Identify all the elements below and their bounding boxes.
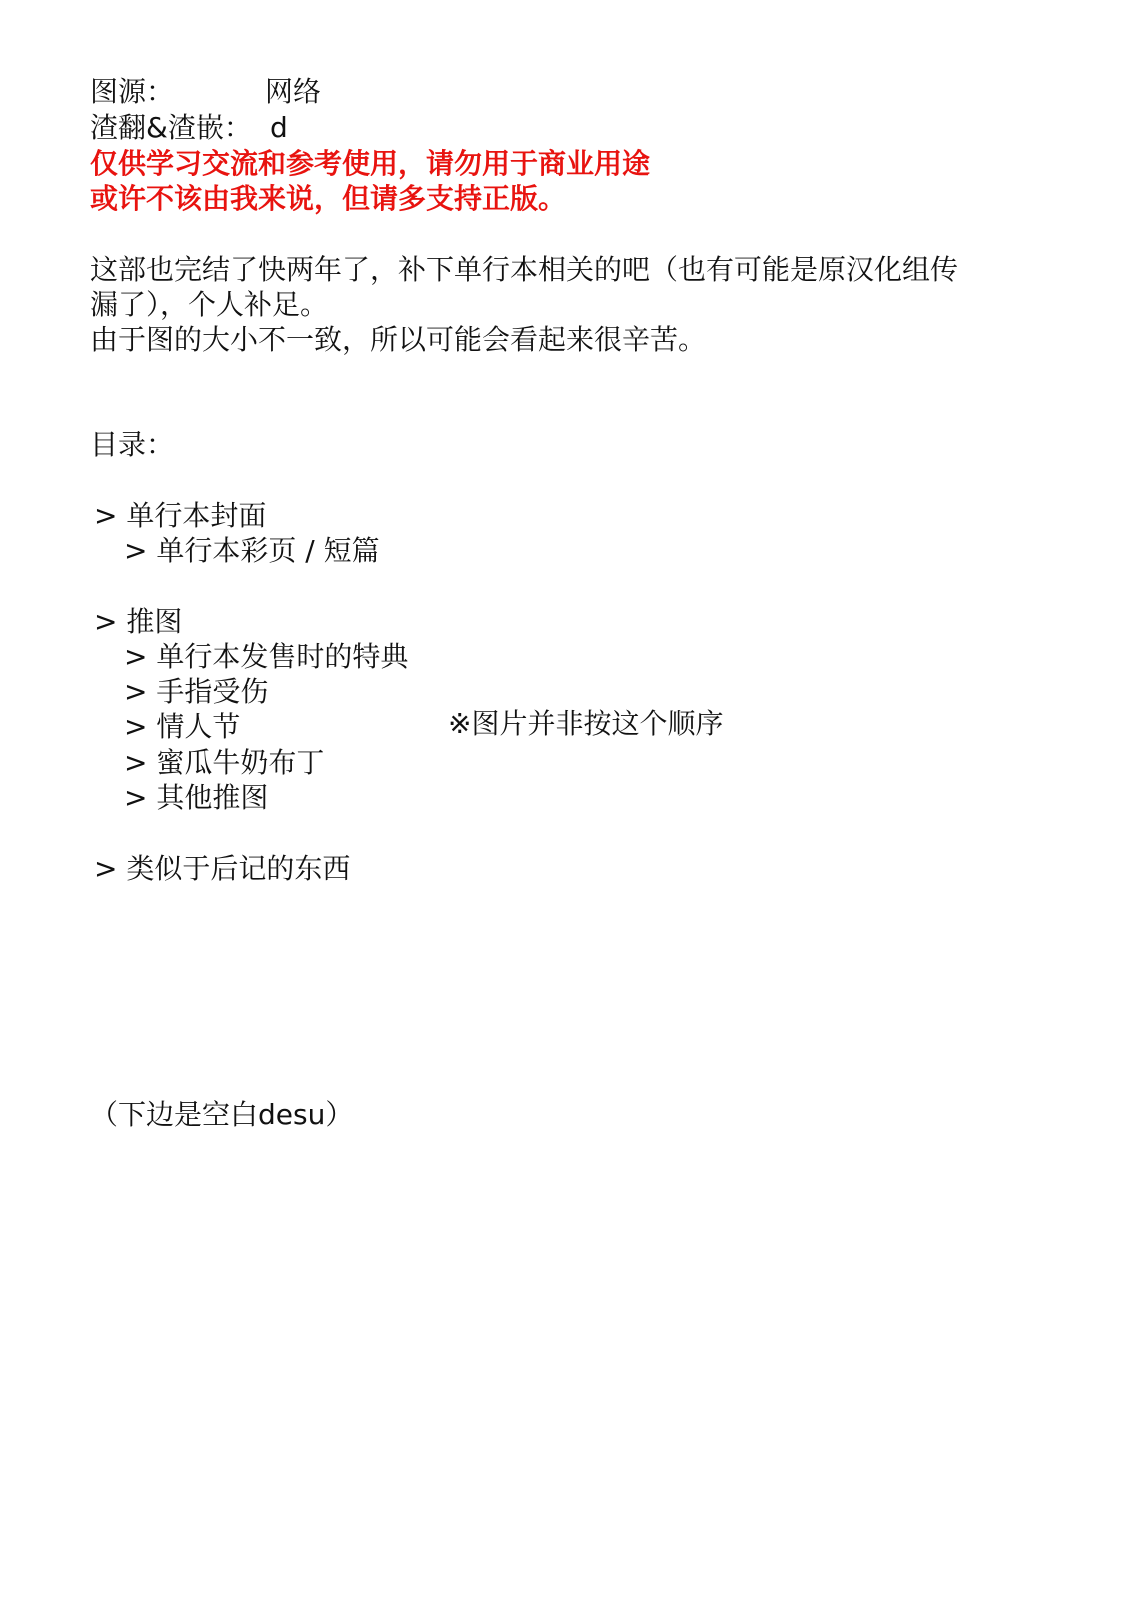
toc-item-afterword: > 类似于后记的东西 [94, 852, 351, 885]
warning-line-2: 或许不该由我来说，但请多支持正版。 [90, 182, 567, 215]
toc-item-release-bonus: > 单行本发售时的特典 [124, 640, 409, 673]
toc-item-valentine: > 情人节 [124, 710, 241, 743]
intro-line-1: 这部也完结了快两年了，补下单行本相关的吧（也有可能是原汉化组传 [90, 253, 959, 286]
toc-item-finger-injury: > 手指受伤 [124, 675, 269, 708]
source-label: 图源： [90, 75, 175, 108]
toc-order-note: ※图片并非按这个顺序 [448, 707, 724, 740]
source-value: 网络 [265, 75, 322, 108]
intro-line-3: 由于图的大小不一致，所以可能会看起来很辛苦。 [90, 323, 707, 356]
toc-item-other-promo: > 其他推图 [124, 781, 269, 814]
footer-note: （下边是空白desu） [90, 1098, 354, 1131]
intro-line-2: 漏了），个人补足。 [90, 288, 329, 321]
translator-label: 渣翻&渣嵌： [90, 111, 252, 144]
toc-item-cover: > 单行本封面 [94, 499, 267, 532]
warning-line-1: 仅供学习交流和参考使用，请勿用于商业用途 [90, 147, 651, 180]
toc-title: 目录： [90, 428, 175, 461]
toc-item-color-pages: > 单行本彩页 / 短篇 [124, 534, 380, 567]
toc-item-promo: > 推图 [94, 605, 183, 638]
toc-item-melon-pudding: > 蜜瓜牛奶布丁 [124, 746, 325, 779]
translator-value: d [270, 111, 288, 144]
